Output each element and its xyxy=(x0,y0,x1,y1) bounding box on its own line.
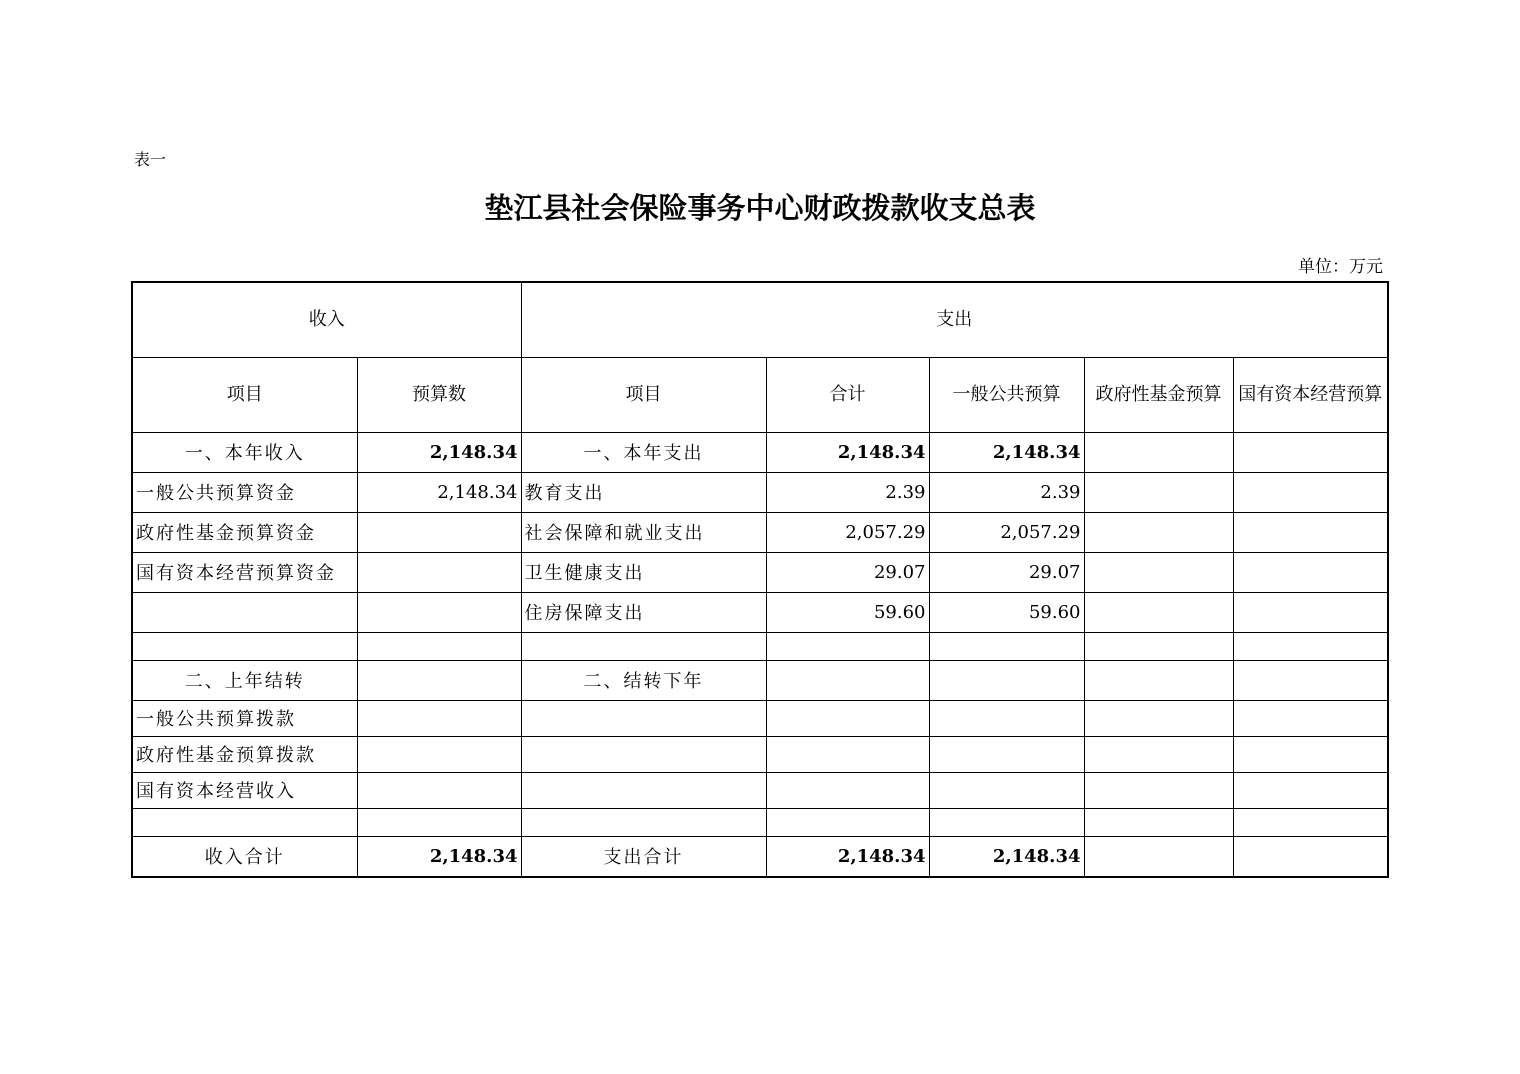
expense-total xyxy=(766,660,929,700)
gov-fund-total xyxy=(1084,836,1233,877)
income-label: 国有资本经营预算资金 xyxy=(132,552,357,592)
expense-label xyxy=(521,808,766,836)
general-budget-header: 一般公共预算 xyxy=(929,357,1084,432)
income-value xyxy=(357,772,521,808)
expense-total xyxy=(766,736,929,772)
general-budget-value xyxy=(929,632,1084,660)
expense-total: 59.60 xyxy=(766,592,929,632)
expense-total xyxy=(766,808,929,836)
expense-total: 2.39 xyxy=(766,472,929,512)
income-label: 二、上年结转 xyxy=(132,660,357,700)
general-budget-value xyxy=(929,700,1084,736)
unit-label: 单位：万元 xyxy=(1298,257,1383,277)
table-row xyxy=(132,632,1388,660)
expense-label xyxy=(521,700,766,736)
expense-total: 2,148.34 xyxy=(766,432,929,472)
state-capital-value xyxy=(1233,432,1388,472)
state-capital-total xyxy=(1233,836,1388,877)
gov-fund-value xyxy=(1084,772,1233,808)
gov-fund-value xyxy=(1084,808,1233,836)
budget-table xyxy=(131,281,1389,878)
income-label: 政府性基金预算资金 xyxy=(132,512,357,552)
state-capital-value xyxy=(1233,632,1388,660)
gov-fund-budget-header: 政府性基金预算 xyxy=(1084,357,1233,432)
income-label xyxy=(132,632,357,660)
income-value: 2,148.34 xyxy=(357,472,521,512)
expense-header: 支出 xyxy=(521,282,1388,357)
state-capital-value xyxy=(1233,700,1388,736)
expense-label: 卫生健康支出 xyxy=(521,552,766,592)
gov-fund-value xyxy=(1084,552,1233,592)
state-capital-budget-header: 国有资本经营预算 xyxy=(1233,357,1388,432)
table-row xyxy=(132,808,1388,836)
gov-fund-value xyxy=(1084,736,1233,772)
expense-label: 一、本年支出 xyxy=(521,432,766,472)
general-budget-value: 2,148.34 xyxy=(929,432,1084,472)
gov-fund-value xyxy=(1084,472,1233,512)
income-label: 一般公共预算资金 xyxy=(132,472,357,512)
table-row xyxy=(132,552,1388,592)
income-value xyxy=(357,552,521,592)
general-budget-value xyxy=(929,660,1084,700)
state-capital-value xyxy=(1233,552,1388,592)
income-label: 政府性基金预算拨款 xyxy=(132,736,357,772)
page-title: 垫江县社会保险事务中心财政拨款收支总表 xyxy=(484,191,1036,225)
gov-fund-value xyxy=(1084,432,1233,472)
table-row xyxy=(132,736,1388,772)
income-label: 国有资本经营收入 xyxy=(132,772,357,808)
expense-total-value: 2,148.34 xyxy=(766,836,929,877)
table-row xyxy=(132,512,1388,552)
income-budget-header: 预算数 xyxy=(357,357,521,432)
expense-item-header: 项目 xyxy=(521,357,766,432)
income-item-header: 项目 xyxy=(132,357,357,432)
gov-fund-value xyxy=(1084,660,1233,700)
state-capital-value xyxy=(1233,592,1388,632)
expense-label: 二、结转下年 xyxy=(521,660,766,700)
income-label xyxy=(132,808,357,836)
income-total-label: 收入合计 xyxy=(132,836,357,877)
income-value xyxy=(357,592,521,632)
income-value xyxy=(357,700,521,736)
expense-total-header: 合计 xyxy=(766,357,929,432)
general-budget-value: 29.07 xyxy=(929,552,1084,592)
general-budget-value xyxy=(929,808,1084,836)
expense-label: 住房保障支出 xyxy=(521,592,766,632)
income-value xyxy=(357,512,521,552)
income-value xyxy=(357,632,521,660)
income-total-value: 2,148.34 xyxy=(357,836,521,877)
income-value xyxy=(357,736,521,772)
expense-label: 社会保障和就业支出 xyxy=(521,512,766,552)
expense-label xyxy=(521,632,766,660)
gov-fund-value xyxy=(1084,512,1233,552)
expense-label xyxy=(521,736,766,772)
expense-total xyxy=(766,632,929,660)
table-row xyxy=(132,472,1388,512)
general-budget-value xyxy=(929,772,1084,808)
state-capital-value xyxy=(1233,736,1388,772)
expense-total xyxy=(766,700,929,736)
totals-row xyxy=(132,836,1388,877)
gov-fund-value xyxy=(1084,592,1233,632)
state-capital-value xyxy=(1233,660,1388,700)
state-capital-value xyxy=(1233,808,1388,836)
table-row xyxy=(132,700,1388,736)
expense-label: 教育支出 xyxy=(521,472,766,512)
general-budget-total: 2,148.34 xyxy=(929,836,1084,877)
gov-fund-value xyxy=(1084,700,1233,736)
state-capital-value xyxy=(1233,512,1388,552)
income-value xyxy=(357,660,521,700)
general-budget-value: 2.39 xyxy=(929,472,1084,512)
table-number: 表一 xyxy=(134,150,167,169)
expense-total: 29.07 xyxy=(766,552,929,592)
income-value: 2,148.34 xyxy=(357,432,521,472)
income-label xyxy=(132,592,357,632)
gov-fund-value xyxy=(1084,632,1233,660)
general-budget-value xyxy=(929,736,1084,772)
table-row xyxy=(132,432,1388,472)
general-budget-value: 2,057.29 xyxy=(929,512,1084,552)
income-label: 一般公共预算拨款 xyxy=(132,700,357,736)
expense-total: 2,057.29 xyxy=(766,512,929,552)
expense-total xyxy=(766,772,929,808)
state-capital-value xyxy=(1233,472,1388,512)
table-row xyxy=(132,660,1388,700)
income-label: 一、本年收入 xyxy=(132,432,357,472)
table-row xyxy=(132,772,1388,808)
state-capital-value xyxy=(1233,772,1388,808)
expense-total-label: 支出合计 xyxy=(521,836,766,877)
general-budget-value: 59.60 xyxy=(929,592,1084,632)
table-row xyxy=(132,592,1388,632)
income-value xyxy=(357,808,521,836)
expense-label xyxy=(521,772,766,808)
header-row-sub xyxy=(132,357,1388,432)
header-row-top xyxy=(132,282,1388,357)
income-header: 收入 xyxy=(132,282,521,357)
